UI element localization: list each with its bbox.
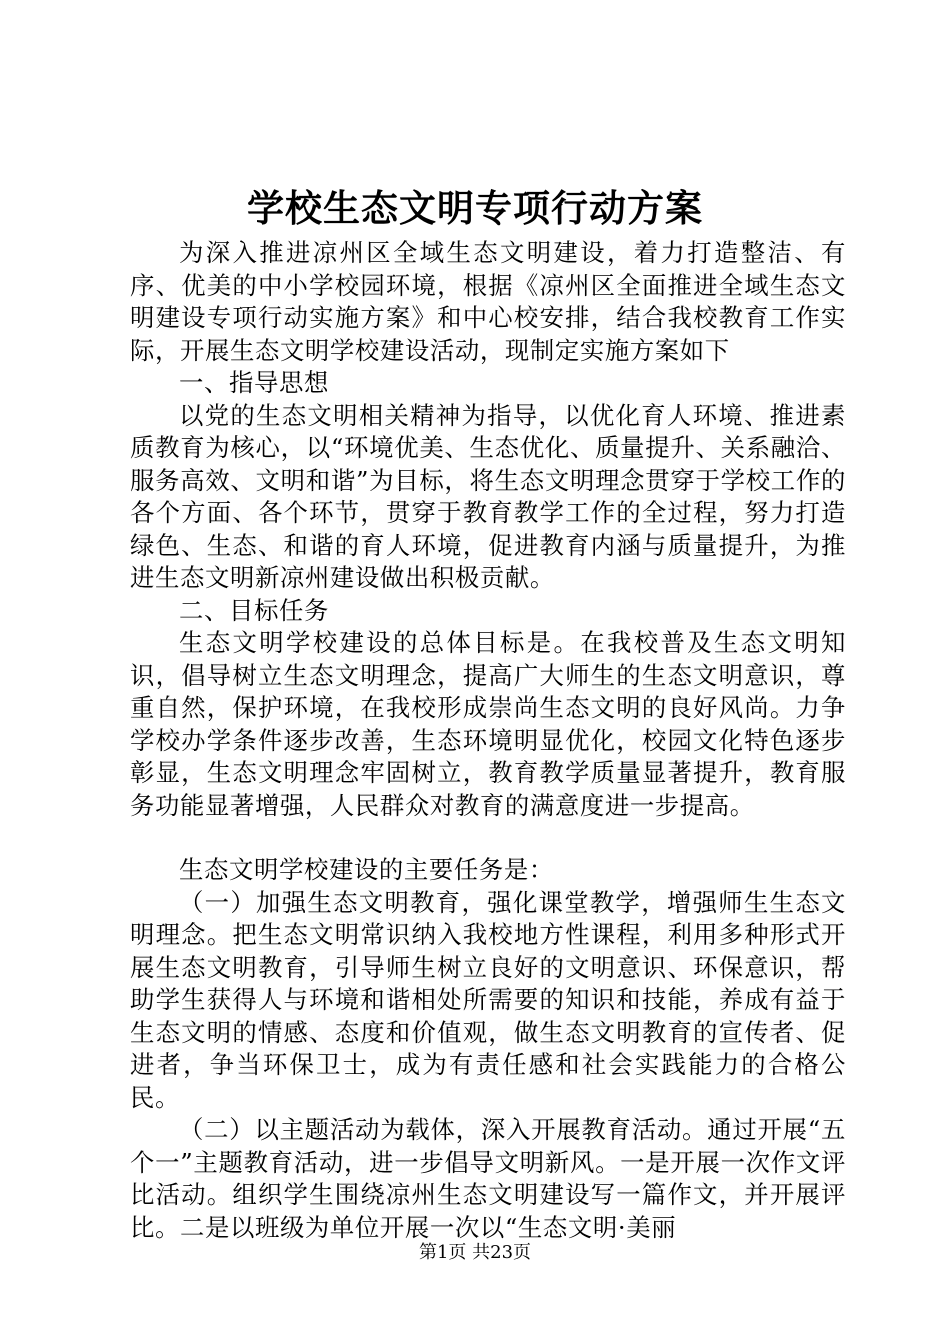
- section-heading-guiding-ideology: 一、指导思想: [179, 368, 329, 397]
- intro-paragraph: 为深入推进凉州区全域生态文明建设，着力打造整洁、有序、优美的中小学校园环境，根据《凉州区全面推进全域生态文明建设专项行动实施方案》和中心校安排，结合我校教育工作实际，开展生态文明学校建设活动，现制定实施方案如下: [130, 238, 846, 365]
- guiding-ideology-paragraph: 以党的生态文明相关精神为指导，以优化育人环境、推进素质教育为核心，以“环境优美、生态优化、质量提升、关系融洽、服务高效、文明和谐”为目标，将生态文明理念贯穿于学校工作的各个方面、各个环节，贯穿于教育教学工作的全过程，努力打造绿色、生态、和谐的育人环境，促进教育内涵与质量提升，为推进生态文明新凉州建设做出积极贡献。: [130, 400, 846, 592]
- task-one-paragraph: （一）加强生态文明教育，强化课堂教学，增强师生生态文明理念。把生态文明常识纳入我校地方性课程，利用多种形式开展生态文明教育，引导师生树立良好的文明意识、环保意识，帮助学生获得人与环境和谐相处所需要的知识和技能，养成有益于生态文明的情感、态度和价值观，做生态文明教育的宣传者、促进者，争当环保卫士，成为有责任感和社会实践能力的合格公民。: [130, 887, 846, 1112]
- page-footer: 第1页 共23页: [418, 1242, 532, 1263]
- section-heading-goals-tasks: 二、目标任务: [179, 595, 329, 625]
- document-body: [130, 237, 846, 1244]
- overall-goal-paragraph: 生态文明学校建设的总体目标是。在我校普及生态文明知识，倡导树立生态文明理念，提高广大师生的生态文明意识，尊重自然，保护环境，在我校形成崇尚生态文明的良好风尚。力争学校办学条件逐步改善，生态环境明显优化，校园文化特色逐步彰显，生态文明理念牢固树立，教育教学质量显著提升，教育服务功能显著增强，人民群众对教育的满意度进一步提高。: [130, 628, 846, 820]
- document-title: 学校生态文明专项行动方案: [247, 186, 703, 230]
- main-tasks-intro: 生态文明学校建设的主要任务是：: [179, 855, 554, 884]
- task-two-paragraph: （二）以主题活动为载体，深入开展教育活动。通过开展“五个一”主题教育活动，进一步倡导文明新风。一是开展一次作文评比活动。组织学生围绕凉州生态文明建设写一篇作文，并开展评比。二是以班级为单位开展一次以“生态文明·美丽: [130, 1115, 846, 1242]
